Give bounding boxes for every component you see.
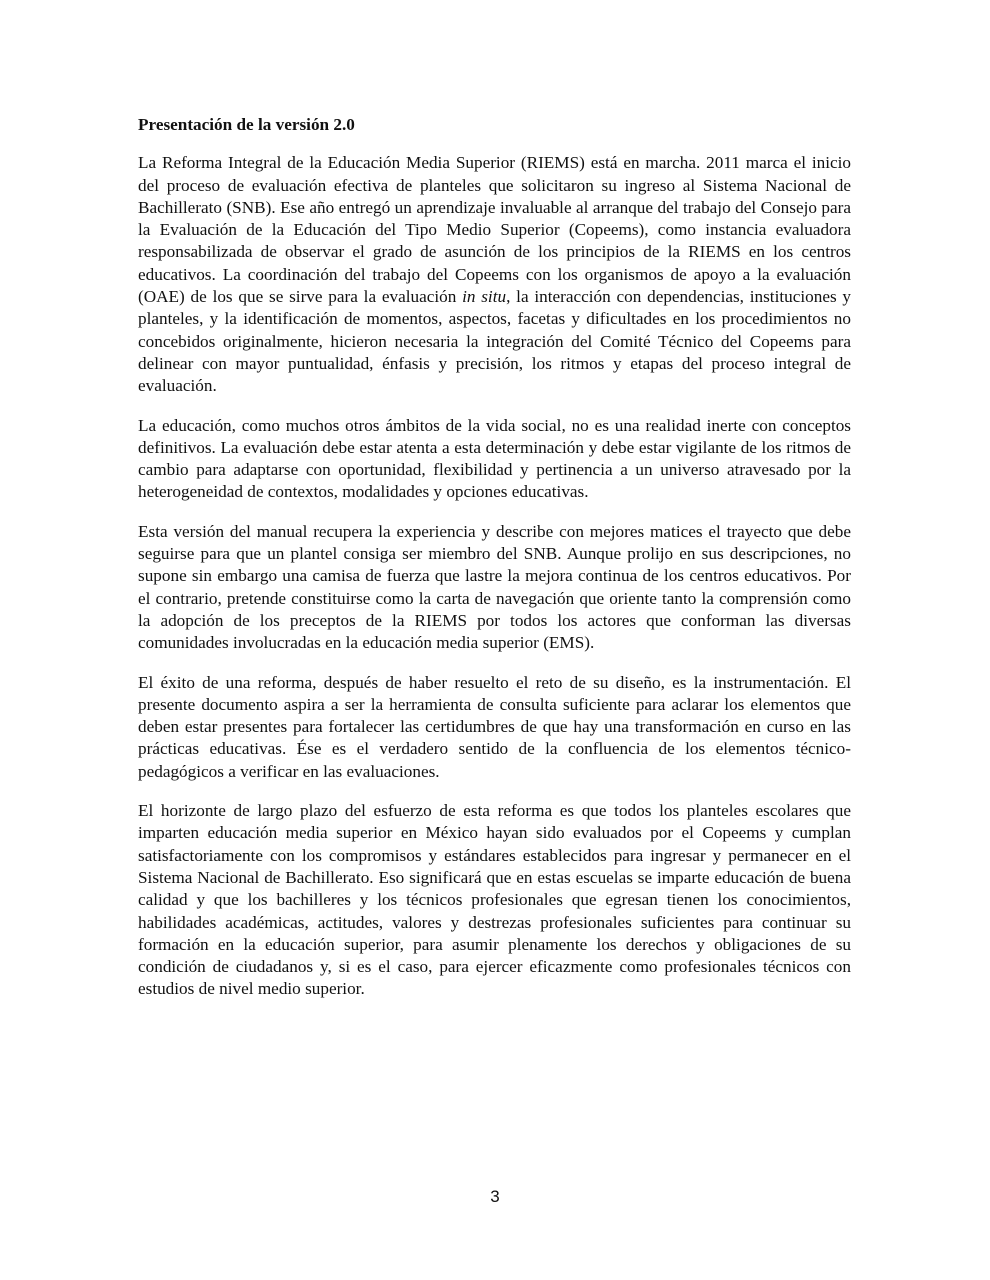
paragraph-2: La educación, como muchos otros ámbitos de la vida social, no es una realidad inerte con conceptos definitivos. La evaluación debe estar atenta a esta determinación y debe estar vigilante de los ritmos de cambio para adaptarse con oportunidad, flexibilidad y pertinencia a un universo atravesado por la heterogeneidad de contextos, modalidades y opciones educativas.	[138, 415, 851, 502]
section-title: Presentación de la versión 2.0	[138, 115, 355, 134]
paragraph-3: Esta versión del manual recupera la experiencia y describe con mejores matices el trayecto que debe seguirse para que un plantel consiga ser miembro del SNB. Aunque prolijo en sus descripciones, no supone sin embargo una camisa de fuerza que lastre la mejora continua de los centros educativos. Por el contrario, pretende constituirse como la carta de navegación que oriente tanto la comprensión como la adopción de los preceptos de la RIEMS por todos los actores que conforman las diversas comunidades involucradas en la educación media superior (EMS).	[138, 521, 851, 653]
page-number: 3	[490, 1187, 500, 1206]
paragraph-5: El horizonte de largo plazo del esfuerzo de esta reforma es que todos los planteles escolares que imparten educación media superior en México hayan sido evaluados por el Copeems y cumplan satisfactoriamente con los compromisos y estándares establecidos para ingresar y permanecer en el Sistema Nacional de Bachillerato. Eso significará que en estas escuelas se imparte educación de buena calidad y que los bachilleres y los técnicos profesionales que egresan tienen los conocimientos, habilidades académicas, actitudes, valores y destrezas profesionales suficientes para continuar su formación en la educación superior, para asumir plenamente los derechos y obligaciones de su condición de ciudadanos y, si es el caso, para ejercer eficazmente como profesionales técnicos con estudios de nivel medio superior.	[138, 801, 851, 999]
paragraph-1-text-b: , la interacción con dependencias, instituciones y planteles, y la identificación de momentos, aspectos, facetas y dificultades en los procedimientos no concebidos originalmente, hicieron necesaria la integración del Comité Técnico del Copeems para delinear con mayor puntualidad, énfasis y precisión, los ritmos y etapas del proceso integral de evaluación.	[138, 287, 852, 396]
paragraph-1	[138, 152, 851, 397]
paragraph-4: El éxito de una reforma, después de haber resuelto el reto de su diseño, es la instrumentación. El presente documento aspira a ser la herramienta de consulta suficiente para aclarar los elementos que deben estar presentes para fortalecer las certidumbres de que hay una transformación en curso en las prácticas educativas. Ése es el verdadero sentido de la confluencia de los elementos técnico-pedagógicos a verificar en las evaluaciones.	[138, 672, 851, 781]
document-body	[138, 114, 851, 1018]
paragraph-1-italic: in situ	[462, 287, 507, 307]
paragraph-1-text-a: La Reforma Integral de la Educación Media Superior (RIEMS) está en marcha. 2011 marca el inicio del proceso de evaluación efectiva de planteles que solicitaron su ingreso al Sistema Nacional de Bachillerato (SNB). Ese año entregó un aprendizaje invaluable al arranque del trabajo del Consejo para la Evaluación de la Educación del Tipo Medio Superior (Copeems), como instancia evaluadora responsabilizada de observar el grado de asunción de los principios de la RIEMS en los centros educativos. La coordinación del trabajo del Copeems con los organismos de apoyo a la evaluación (OAE) de los que se sirve para la evaluación	[138, 153, 851, 307]
